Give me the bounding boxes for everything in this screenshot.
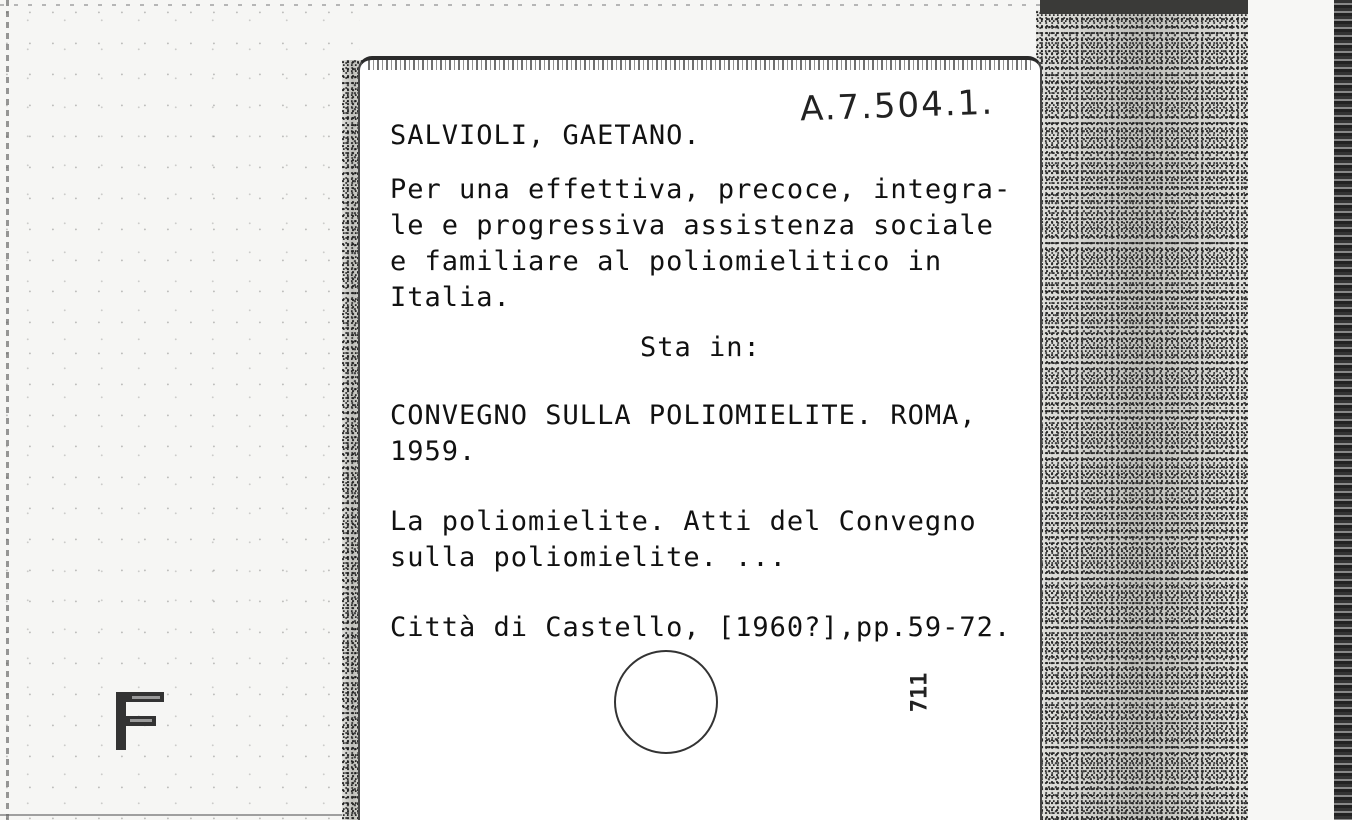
- title-line-2: le e progressiva assistenza sociale: [390, 210, 994, 241]
- card-top-edge: [368, 60, 1032, 70]
- right-margin: [1248, 0, 1334, 820]
- conference-line-2: 1959.: [390, 436, 477, 467]
- punch-hole-icon: [614, 650, 718, 754]
- background-speckle: [0, 0, 360, 820]
- title-line-1: Per una effettiva, precoce, integra-: [390, 174, 1012, 205]
- in-label: Sta in:: [640, 332, 761, 363]
- proceedings-line-1: La poliomielite. Atti del Convegno: [390, 506, 977, 537]
- left-edge-line: [6, 0, 9, 820]
- catalog-card: [358, 56, 1042, 820]
- film-marker-icon: [112, 686, 168, 752]
- proceedings-line-2: sulla poliomielite. ...: [390, 542, 787, 573]
- shelfmark: A.7.504.1.: [799, 82, 995, 130]
- side-number: 711: [907, 672, 933, 713]
- author-heading: SALVIOLI, GAETANO.: [390, 120, 701, 151]
- conference-line-1: CONVEGNO SULLA POLIOMIELITE. ROMA,: [390, 400, 977, 431]
- card-right-shadow: [1036, 10, 1248, 820]
- title-line-3: e familiare al poliomielitico in: [390, 246, 943, 277]
- film-edge-strip: [1334, 0, 1352, 820]
- title-line-4: Italia.: [390, 282, 511, 313]
- top-dark-block: [1040, 0, 1250, 14]
- imprint: Città di Castello, [1960?],pp.59-72.: [390, 612, 1012, 643]
